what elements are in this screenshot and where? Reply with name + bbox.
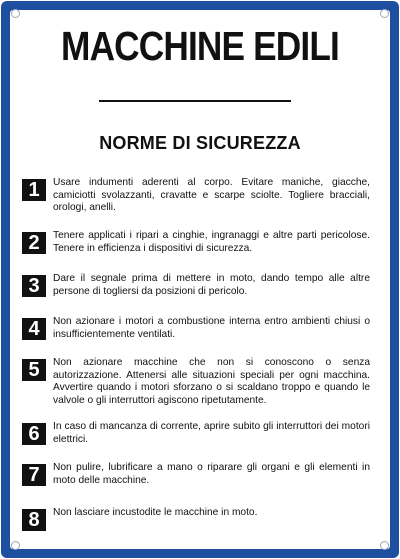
sign-title: MACCHINE EDILI xyxy=(61,23,339,69)
title-divider xyxy=(99,100,291,102)
mounting-hole-icon xyxy=(11,541,20,550)
rule-number-badge: 5 xyxy=(22,359,46,381)
rule-number-badge: 8 xyxy=(22,509,46,531)
rule-number-badge: 1 xyxy=(22,179,46,201)
rule-number-badge: 7 xyxy=(22,464,46,486)
rule-text: Non azionare i motori a combustione interna entro ambienti chiusi o insufficientemente ventilati. xyxy=(53,316,370,340)
mounting-hole-icon xyxy=(380,9,389,18)
rule-text: In caso di mancanza di corrente, aprire subito gli interruttori dei motori elettrici. xyxy=(53,421,370,445)
mounting-hole-icon xyxy=(11,9,20,18)
rule-number-badge: 4 xyxy=(22,318,46,340)
mounting-hole-icon xyxy=(380,541,389,550)
safety-sign xyxy=(1,1,399,558)
rule-number-badge: 6 xyxy=(22,423,46,445)
rule-text: Non lasciare incustodite le macchine in moto. xyxy=(53,507,258,518)
rule-text: Non azionare macchine che non si conoscono o senza autorizzazione. Attenersi alle situazioni speciali per ogni macchina. Avvertire quando i motori sforzano o si scaldano troppo e quando le valvole o gli interruttori agiscono ripetutamente. xyxy=(53,357,370,406)
rule-number-badge: 2 xyxy=(22,232,46,254)
rule-text: Non pulire, lubrificare a mano o riparare gli organi e gli elementi in moto delle macchine. xyxy=(53,462,370,486)
sign-subtitle: NORME DI SICUREZZA xyxy=(99,133,301,153)
rule-number-badge: 3 xyxy=(22,275,46,297)
rule-text: Dare il segnale prima di mettere in moto, dando tempo alle altre persone di togliersi da posizioni di pericolo. xyxy=(53,273,370,297)
rule-text: Usare indumenti aderenti al corpo. Evitare maniche, giacche, camiciotti svolazzanti, cravatte e scarpe sciolte. Togliere bracciali, orologi, anelli. xyxy=(53,177,370,213)
rule-text: Tenere applicati i ripari a cinghie, ingranaggi e altre parti pericolose. Tenere in efficienza i dispositivi di sicurezza. xyxy=(53,230,370,254)
